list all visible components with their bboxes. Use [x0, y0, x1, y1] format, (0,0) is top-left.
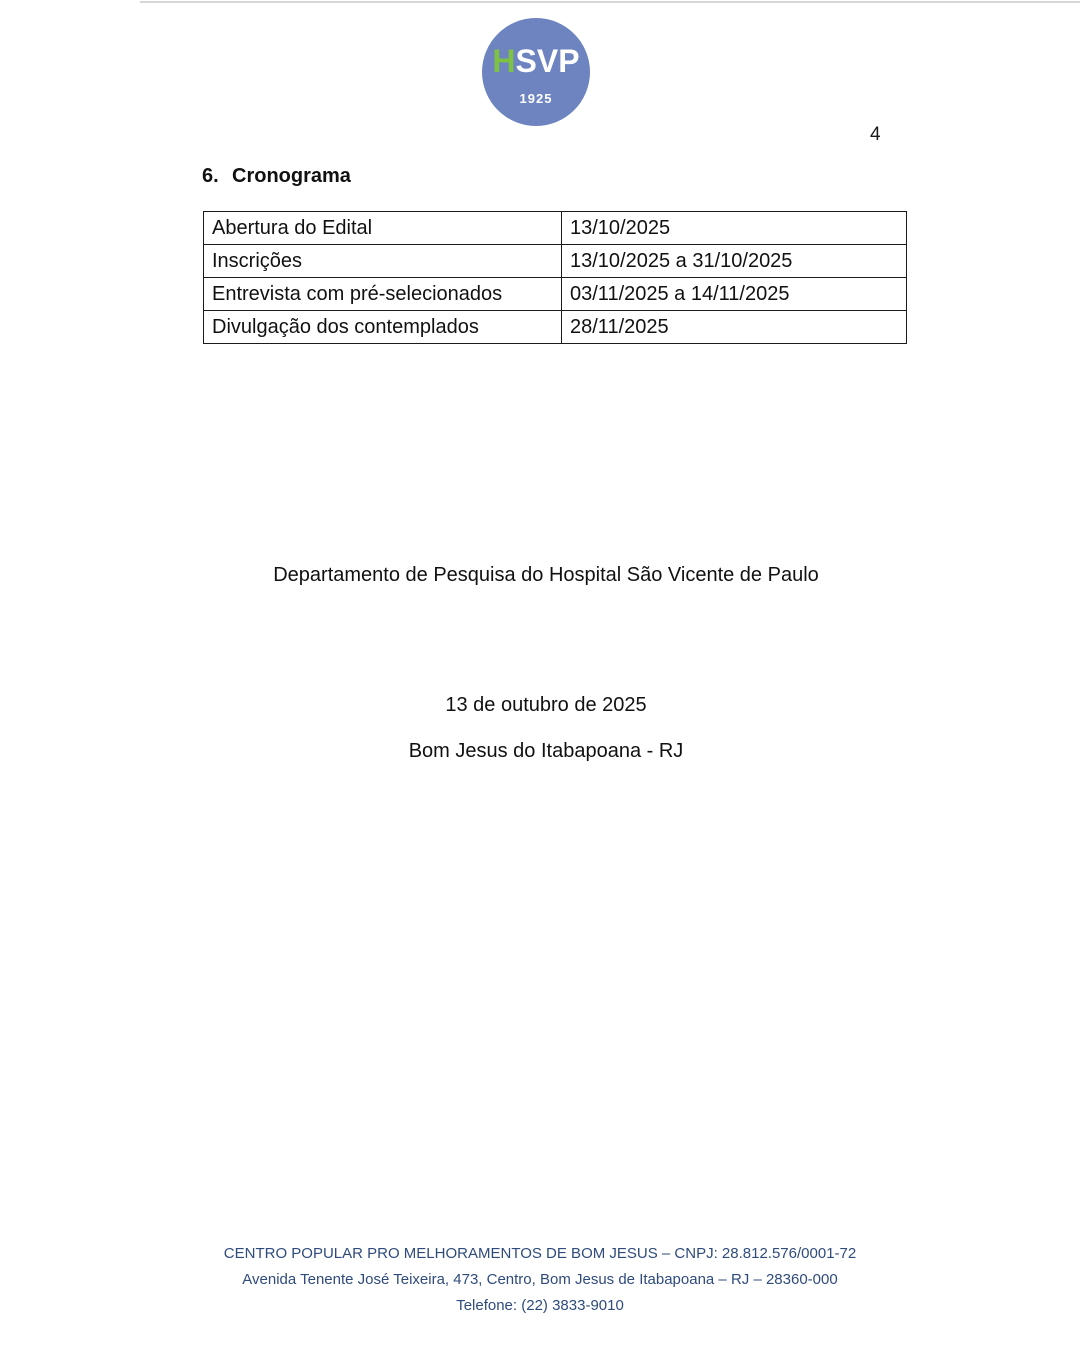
hsvp-logo: [482, 18, 590, 126]
page-number: 4: [870, 124, 881, 145]
logo-acronym: [492, 45, 579, 77]
schedule-value: 13/10/2025: [562, 212, 907, 245]
table-row: [204, 278, 907, 311]
logo-year: 1925: [519, 91, 553, 106]
city-line: Bom Jesus do Itabapoana - RJ: [408, 740, 684, 762]
table-row: [204, 311, 907, 344]
section-heading: [202, 165, 351, 188]
table-row: [204, 212, 907, 245]
schedule-label: Abertura do Edital: [204, 212, 562, 245]
schedule-value: 28/11/2025: [562, 311, 907, 344]
schedule-value: 03/11/2025 a 14/11/2025: [562, 278, 907, 311]
table-row: [204, 245, 907, 278]
department-line: Departamento de Pesquisa do Hospital São Vicente de Paulo: [273, 564, 819, 586]
date-line: 13 de outubro de 2025: [445, 694, 647, 716]
section-title: Cronograma: [232, 165, 351, 187]
scan-artifact-line: [140, 1, 1080, 3]
footer: [0, 1241, 1080, 1319]
footer-line-phone: Telefone: (22) 3833-9010: [456, 1297, 624, 1314]
schedule-label: Divulgação dos contemplados: [204, 311, 562, 344]
footer-line-address: Avenida Tenente José Teixeira, 473, Centro, Bom Jesus de Itabapoana – RJ – 28360-000: [242, 1271, 838, 1288]
logo-letters-svp: SVP: [515, 43, 580, 79]
logo-letter-h: H: [492, 43, 516, 79]
schedule-label: Inscrições: [204, 245, 562, 278]
footer-line-org: CENTRO POPULAR PRO MELHORAMENTOS DE BOM JESUS – CNPJ: 28.812.576/0001-72: [223, 1245, 857, 1262]
schedule-table: [203, 211, 907, 344]
schedule-value: 13/10/2025 a 31/10/2025: [562, 245, 907, 278]
section-number: 6.: [202, 165, 219, 187]
schedule-label: Entrevista com pré-selecionados: [204, 278, 562, 311]
